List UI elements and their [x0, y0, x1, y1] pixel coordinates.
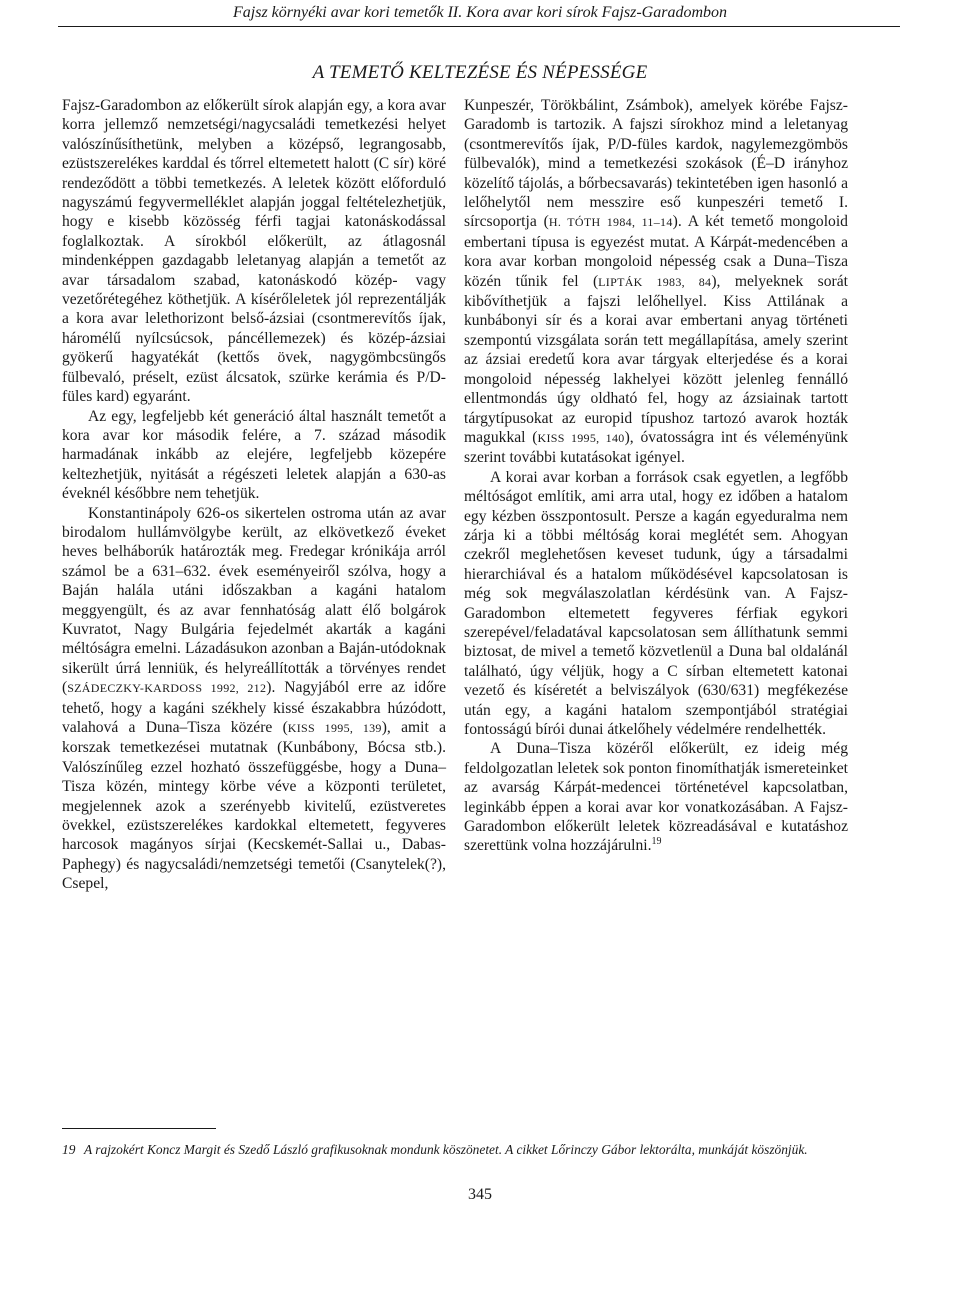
header-rule — [58, 26, 900, 27]
footnote — [62, 1140, 870, 1159]
footnote-rule — [62, 1128, 216, 1129]
footnote-text: A rajzokért Koncz Margit és Szedő László grafikusoknak mondunk köszönetet. A cikket Lőrinczy Gábor lektorálta, munkáját köszönjük. — [84, 1142, 808, 1157]
citation-kiss-140: KISS 1995, 140 — [537, 430, 625, 445]
left-paragraph-3 — [62, 504, 446, 894]
right-paragraph-2: A korai avar korban a források csak egyetlen, a legfőbb méltóságot említik, ami arra utal, hogy ez időben a hatalom egy kézben összpontosult. Persze a kagán egyeduralma nem zárja ki a többi méltóság korai meglétét sem. Ahogyan czekről meglehetősen keveset tudunk, úgy a társadalmi hierarchiával és a hatalom működésével kapcsolatosan is még sok megválaszolatlan kérdésünk van. A Fajsz-Garadombon eltemetett fegyveres férfiak egykori szerepével/feladatával kapcsolatosan sem állíthatunk semmi biztosat, de mivel a temető közvetlenül a Duna bal oldalánál található, úgy véljük, hogy a C sírban eltemetett katonai vezető és kíséretét a belviszályok (630/631) megfékezése után egy, a kagáni hatalom szempontjából stratégiai fontosságú bírói dunai átkelőhely védelmére rendelhették. — [464, 468, 848, 738]
running-header: Fajsz környéki avar kori temetők II. Kora avar kori sírok Fajsz-Garadombon — [233, 4, 727, 21]
footnote-reference[interactable]: 19 — [651, 836, 662, 848]
right-paragraph-1-text-d: ), óvatosságra int és véleményünk szerint további kutatásokat igényel. — [464, 428, 848, 467]
left-paragraph-3-text-b: ). Nagyjából erre az időre tehető, hogy a kagáni székhely kissé északabbra húzódott, valahová a Duna–Tisza közére ( — [62, 679, 446, 736]
citation-h-toth: H. TÓTH 1984, 11–14 — [548, 215, 673, 230]
section-title: A TEMETŐ KELTEZÉSE ÉS NÉPESSÉGE — [312, 62, 648, 83]
left-paragraph-3-text-a: Konstantinápoly 626-os sikertelen ostroma után az avar birodalom hullámvölgybe került, az elkövetkező éveket heves belháborúk határozták meg. Fredegar krónikája arról számol be a 631–632. évek eseményeiről szólva, hogy a Baján halála utáni időszakban a kagáni hatalom meggyengült, és az avar fennhatóság alatt élő bolgárok Kuvratot, Nagy Bulgária fejedelmét akarták a kagáni méltóságra emelni. Lázadásukon azonban a Baján-utódoknak sikerült úrrá lenniük, és helyreállították a törvényes rendet ( — [62, 504, 446, 697]
citation-liptak: LIPTÁK 1983, 84 — [598, 274, 712, 289]
footnote-number: 19 — [62, 1142, 76, 1157]
page-number: 345 — [468, 1186, 492, 1203]
right-paragraph-3-text: A Duna–Tisza közéről előkerült, ez ideig még feldolgozatlan leletek sok ponton finomíthatják ismereteinket az avarság Kárpát-medencei történetével kapcsolatban, leginkább éppen a korai avar kor vonatkozásában. A Fajsz-Garadombon előkerült leletek közreadásával e kutatáshoz szerettünk volna hozzájárulni. — [464, 740, 848, 855]
right-paragraph-1-text-b: ). A két temető mongoloid embertani típusa is egyezést mutat. A Kárpát-medencében a kora avar korban mongoloid népesség csak a Duna–Tisza közén tűnik fel ( — [464, 213, 848, 290]
right-paragraph-3 — [464, 739, 848, 855]
right-paragraph-1-text-c: ), melyeknek sorát kibővíthetjük a fajszi lelőhellyel. Kiss Attilának a kunbábonyi sír és a korai avar embertani anyag történeti szempontú vizsgálata során tett megállapítása, amely szerint az ázsiai eredetű kora avar tárgyak elterjedése és a korai mongoloid népesség lakhelyei között jelenleg fennálló ellentmondás úgy oldható fel, hogy az ázsiainak tartott tárgytípusokat az europid típushoz tartozó avarok hozták magukkal ( — [464, 272, 848, 446]
citation-szadeczky-kardoss: SZÁDECZKY-KARDOSS 1992, 212 — [67, 681, 267, 696]
right-column — [464, 96, 848, 856]
left-paragraph-1: Fajsz-Garadombon az előkerült sírok alapján egy, a kora avar korra jellemző nemzetségi/nagycsaládi temetkezési helyet valószínűsíthetünk, melyben a középső, legrangosabb, ezüstszerelékes karddal és tőrrel eltemetett halott (C sír) köré rendeződött a többi temetkezés. A leletek között előforduló nagyszámú fegyvermelléklet alapján joggal feltételezhetjük, hogy e kisebb közösség férfi tagjai katonáskodással foglalkoztak. A sírokból előkerült, az átlagosnál mindenképpen gazdagabb leletanyag alapján a temetőt az avar társadalom szabad, katonáskodó közép- vagy vezetőrétegéhez köthetjük. A kísérőleletek jól reprezentálják a kora avar lelethorizont belső-ázsiai (csontmerevítős íjak, háromélű nyílcsúcsok, páncéllemezek) és közép-ázsiai gyökerű hagyatékát (kettős övek, nagygömbcsüngős fülbevaló, préselt, ezüst álcsatok, szürke kerámia és P/D-füles kard) egyaránt. — [62, 97, 446, 406]
citation-kiss-139: KISS 1995, 139 — [287, 721, 382, 735]
left-paragraph-3-text-c: ), amit a korszak temetkezései mutatnak (Kunbábony, Bócsa stb.). Valószínűleg ezzel hozható összefüggésbe, hogy a Duna–Tisza közén, mintegy körbe véve a központi területet, megjelennek azok a szerényebb kivitelű, ezüstveretes övekkel, ezüstszerelékes kardokkal eltemetett, fegyveres harcosok magányos sírjai (Kecskemét-Sallai u., Dabas-Paphegy) és nagycsaládi/nemzetségi temetői (Csanytelek(?), Csepel, — [62, 719, 446, 893]
left-paragraph-2: Az egy, legfeljebb két generáció által használt temetőt a kora avar kor második felére, a 7. század második harmadának inkább az elejére, legfeljebb közepére keltezhetjük, nyitását a régészeti leletek alapján a 630-as éveknél későbbre nem tehetjük. — [62, 407, 446, 503]
right-paragraph-1-text-a: Kunpeszér, Törökbálint, Zsámbok), amelyek körébe Fajsz-Garadomb is tartozik. A fajszi sírokhoz mind a leletanyag (csontmerevítős íjak, P/D-füles kardok, nagylemezgömbös fülbevalók), mind a temetkezési szokások (É–D irányhoz közelítő tájolás, a bőrbecsavarás) tekintetében igen hasonló a lelőhelytől nem messzire eső kunpeszéri temető I. sírcsoportja ( — [464, 97, 848, 231]
left-column — [62, 96, 446, 894]
right-paragraph-1 — [464, 96, 848, 468]
